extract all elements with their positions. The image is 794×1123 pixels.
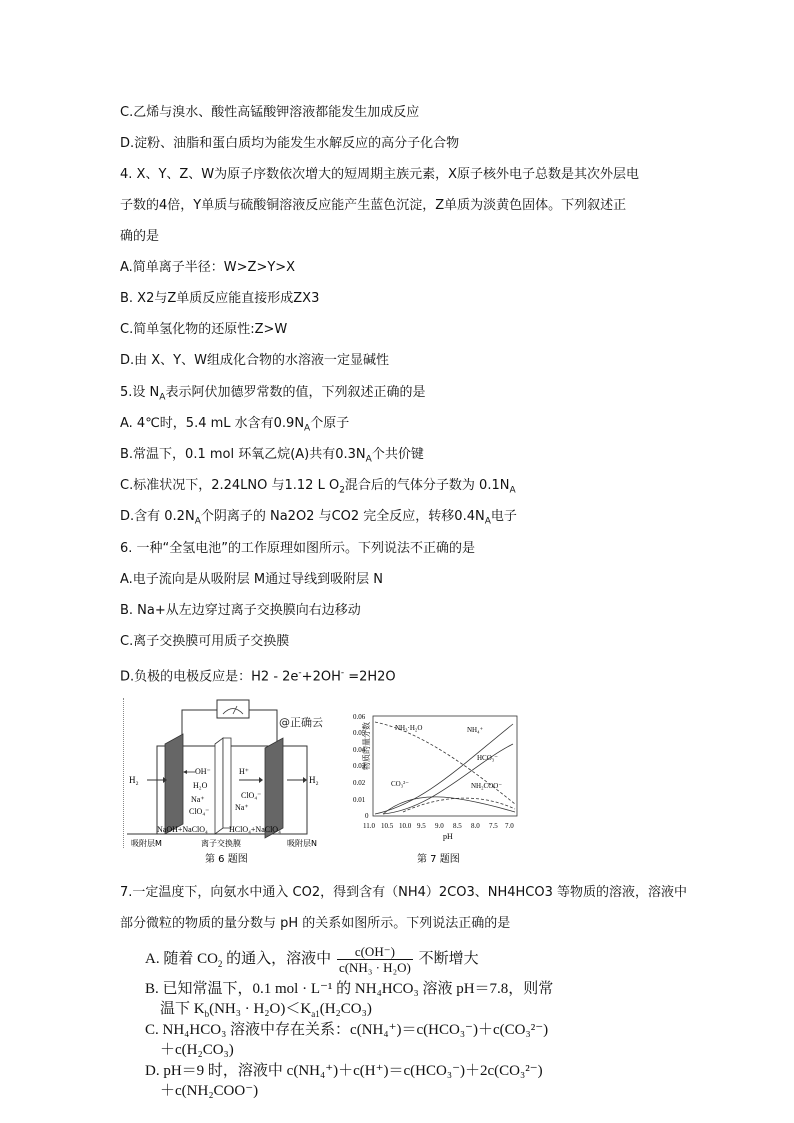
q7-option-b-line2: 温下 $K_b(NH_3 \cdot H_2O)<K_{a1}(H_2CO_3)$ (160, 1001, 372, 1019)
x-tick: 8.5 (453, 822, 462, 830)
q3-option-c: C.乙烯与溴水、酸性高锰酸钾溶液都能发生加成反应 (120, 105, 420, 120)
label-electrolyte-right: HClO₄+NaClO₄ (229, 825, 281, 834)
q7-fraction: $\frac{c(OH^-)}{\text{c(NH₃ · H₂O)}}$ (338, 944, 411, 975)
y-tick: 0.05 (353, 729, 366, 737)
q6-option-b: B. Na+从左边穿过离子交换膜向右边移动 (120, 603, 361, 618)
curve-nh2coo (403, 798, 515, 812)
electrode-m (165, 734, 183, 834)
q3-option-d: D.淀粉、油脂和蛋白质均为能发生水解反应的高分子化合物 (120, 136, 460, 151)
figure-left-border (123, 698, 124, 848)
q7-option-d-line2: ＋c(NH₂COO⁻) (160, 1083, 259, 1099)
ion-exchange-membrane (215, 738, 223, 834)
series-label-nh4: NH₄⁺ (467, 726, 484, 734)
q4-option-b: B. X2与Z单质反应能直接形成ZX3 (120, 291, 320, 306)
series-label-nh2coo: NH₂COO⁻ (471, 782, 503, 790)
ammeter (217, 700, 249, 718)
q6-option-d: D.负极的电极反应是：H2 - 2e-+2OH- =2H2O (120, 668, 396, 685)
label-layer-n: 吸附层N (287, 839, 317, 848)
label-h-plus: H⁺ (239, 767, 249, 776)
x-tick: 11.0 (363, 822, 375, 830)
q5-option-a: A. 4℃时，5.4 mL 水含有$0.9N_A$个原子 (120, 416, 350, 434)
q4-option-a: A.简单离子半径：W>Z>Y>X (120, 260, 296, 275)
q4-stem-line1: 4. X、Y、Z、W为原子序数依次增大的短周期主族元素，X原子核外电子总数是其次外层电 (120, 167, 640, 182)
q4-option-c: C.简单氢化物的还原性:Z>W (120, 322, 288, 337)
wire-right (249, 710, 277, 744)
x-tick: 7.5 (489, 822, 498, 830)
curve-nh3-h2o (375, 722, 515, 804)
q7-stem-line2: 部分微粒的物质的量分数与 pH 的关系如图所示。下列说法正确的是 (120, 916, 511, 931)
y-tick: 0.04 (353, 746, 366, 754)
label-h2-left: H₂ (129, 775, 139, 785)
x-tick: 10.0 (399, 822, 412, 830)
oh-arrowhead (183, 770, 187, 774)
label-clo4-right: ClO₄⁻ (241, 791, 262, 800)
q5-stem: 5.设 $N_A$表示阿伏加德罗常数的值，下列叙述正确的是 (120, 385, 426, 403)
chart-ylabel: 物质的量分数 (362, 722, 371, 770)
q7-option-b-line1: B. 已知常温下，0.1 mol · L⁻¹ 的 NH₄HCO₃ 溶液 pH＝7.8，则常 (145, 981, 554, 997)
figure-row (123, 694, 523, 866)
membrane-side (223, 738, 231, 828)
label-clo4-left: ClO₄⁻ (189, 807, 210, 816)
watermark-text: @正确云 (279, 716, 323, 729)
x-tick: 9.0 (435, 822, 444, 830)
curve-co3 (383, 797, 515, 814)
x-tick: 10.5 (381, 822, 394, 830)
x-tick: 9.5 (417, 822, 426, 830)
label-electrolyte-left: NaOH+NaClO₄ (157, 825, 208, 834)
y-tick: 0 (365, 812, 369, 820)
pH-distribution-chart (343, 694, 523, 866)
q4-option-d: D.由 X、Y、W组成化合物的水溶液一定显碱性 (120, 353, 389, 368)
q7-stem-line1: 7.一定温度下，向氨水中通入 CO2，得到含有（NH4）2CO3、NH4HCO3 等物质的溶液，溶液中 (120, 885, 687, 900)
q7-option-c-line2: ＋c(H₂CO₃) (160, 1042, 234, 1058)
y-tick: 0.06 (353, 713, 366, 721)
series-label-hco3: HCO₃⁻ (477, 754, 498, 762)
q5-option-c: C.标准状况下，2.24LNO 与1.12 L $O_2$混合后的气体分子数为 $0.1N_A$ (120, 478, 516, 496)
q4-stem-line2: 子数的4倍，Y单质与硫酸铜溶液反应能产生蓝色沉淀，Z单质为淡黄色固体。下列叙述正 (120, 198, 627, 213)
q7-option-d-line1: D. pH＝9 时，溶液中 c(NH₄⁺)＋c(H⁺)＝c(HCO₃⁻)＋2c(CO₃²⁻) (145, 1063, 543, 1079)
q7-option-c-line1: C. NH₄HCO₃ 溶液中存在关系：c(NH₄⁺)＝c(HCO₃⁻)＋c(CO₃²⁻) (145, 1022, 549, 1038)
label-na-right: Na⁺ (235, 803, 249, 812)
q6-option-c: C.离子交换膜可用质子交换膜 (120, 634, 290, 649)
label-na-left: Na⁺ (191, 795, 205, 804)
curve-nh4-plus (375, 724, 513, 814)
label-h2o: H₂O (193, 781, 208, 790)
q6-stem: 6. 一种“全氢电池”的工作原理如图所示。下列说法不正确的是 (120, 541, 476, 556)
x-tick: 8.0 (471, 822, 480, 830)
q4-stem-line3: 确的是 (120, 229, 160, 244)
x-ticks (363, 822, 514, 830)
label-h2-right: H₂ (309, 775, 319, 785)
q7-option-a: A. 随着 $CO_2$ 的通入，溶液中 $\frac{c(OH^-)}{\text{c(NH₃ · H₂O)}}$ 不断增大 (145, 944, 479, 975)
series-label-nh3-h2o: NH₃·H₂O (395, 724, 423, 732)
y-tick: 0.03 (353, 762, 366, 770)
chart-xlabel: pH (443, 832, 453, 841)
h2-out-arrowhead (303, 777, 307, 783)
y-tick: 0.02 (353, 779, 366, 787)
battery-diagram (127, 694, 347, 866)
label-oh: OH⁻ (195, 767, 211, 776)
fig7-caption: 第 7 题图 (417, 854, 460, 865)
q5-option-d: D.含有 $0.2N_A$个阴离子的 Na2O2 与CO2 完全反应，转移$0.4N_A$电子 (120, 509, 517, 527)
series-label-co3: CO₃²⁻ (391, 780, 409, 788)
fig6-caption: 第 6 题图 (205, 854, 248, 865)
q5-option-b: B.常温下，0.1 mol 环氧乙烷(A)共有$0.3N_A$个共价键 (120, 447, 424, 465)
x-tick: 7.0 (505, 822, 514, 830)
wire-left (182, 710, 217, 738)
h-plus-arrowhead (259, 777, 263, 783)
label-membrane: 离子交换膜 (201, 839, 241, 848)
electrode-n (265, 738, 283, 838)
label-layer-m: 吸附层M (131, 839, 162, 848)
q6-option-a: A.电子流向是从吸附层 M通过导线到吸附层 N (120, 572, 384, 587)
y-tick: 0.01 (353, 796, 366, 804)
